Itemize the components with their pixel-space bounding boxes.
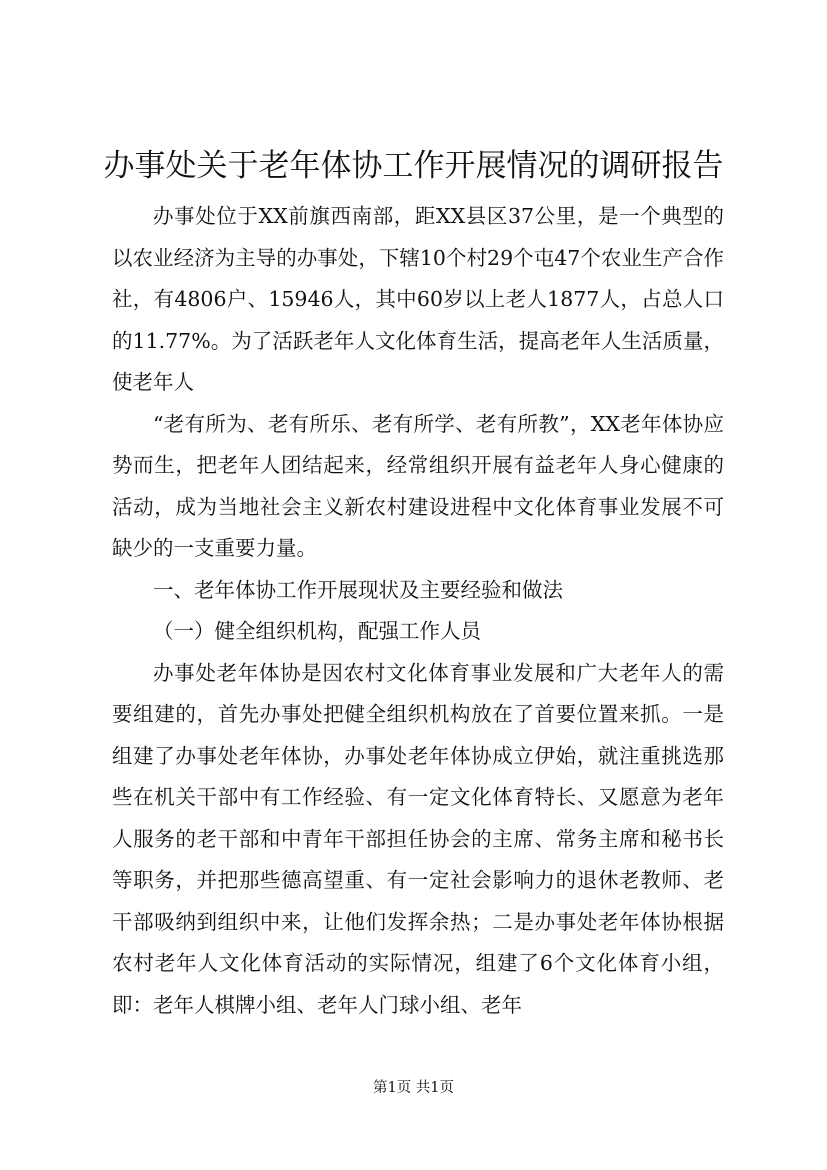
paragraph-slogan: “老有所为、老有所乐、老有所学、老有所教”，XX老年体协应势而生，把老年人团结起来，经常组织开展有益老年人身心健康的活动，成为当地社会主义新农村建设进程中文化体育事业发展不可缺少的一支重要力量。 [112, 411, 724, 560]
document-title: 办事处关于老年体协工作开展情况的调研报告 [103, 148, 724, 184]
page-number-footer: 第1页 共1页 [372, 1080, 455, 1096]
paragraph-organization: 办事处老年体协是因农村文化体育事业发展和广大老年人的需要组建的，首先办事处把健全组织机构放在了首要位置来抓。一是组建了办事处老年体协，办事处老年体协成立伊始，就注重挑选那些在机关干部中有工作经验、有一定文化体育特长、又愿意为老年人服务的老干部和中青年干部担任协会的主席、常务主席和秘书长等职务，并把那些德高望重、有一定社会影响力的退休老教师、老干部吸纳到组织中来，让他们发挥余热；二是办事处老年体协根据农村老年人文化体育活动的实际情况，组建了6个文化体育小组，即：老年人棋牌小组、老年人门球小组、老年 [112, 660, 724, 1017]
section-heading: 一、老年体协工作开展现状及主要经验和做法 [153, 577, 563, 602]
paragraph-intro: 办事处位于XX前旗西南部，距XX县区37公里，是一个典型的以农业经济为主导的办事处，下辖10个村29个屯47个农业生产合作社，有4806户、15946人，其中60岁以上老人1877人，占总人口的11.77%。为了活跃老年人文化体育生活，提高老年人生活质量，使老年人 [112, 204, 724, 394]
document-body [112, 196, 724, 1026]
subsection-heading: （一）健全组织机构，配强工作人员 [153, 619, 481, 643]
